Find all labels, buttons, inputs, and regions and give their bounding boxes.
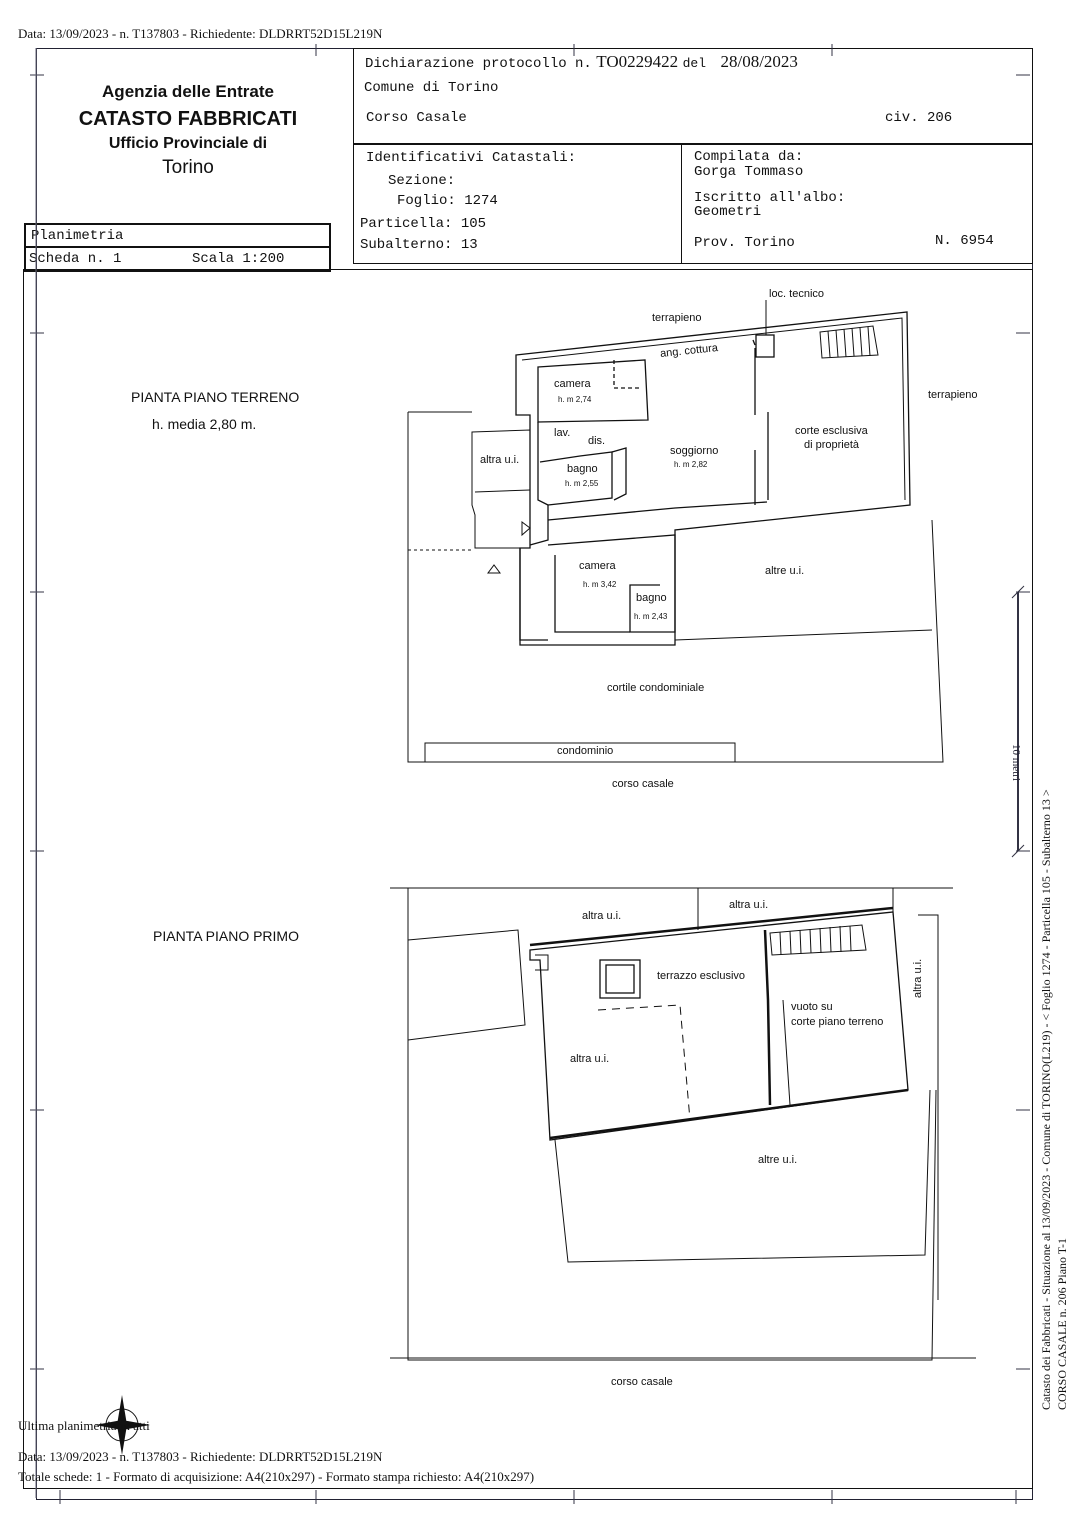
- camera2-height: h. m 3,42: [583, 580, 617, 589]
- terrapieno-right-label: terrapieno: [928, 389, 978, 401]
- comune-label: Comune di Torino: [364, 80, 499, 96]
- primo-stairs: [770, 925, 866, 955]
- altra-ui-left-room: [472, 430, 530, 548]
- numero-label: N. 6954: [935, 233, 994, 249]
- planimetria-label: Planimetria: [31, 228, 124, 244]
- del-label: del: [682, 56, 707, 71]
- condominio-label: condominio: [557, 745, 614, 757]
- primo-site-outline: [408, 888, 936, 1360]
- sezione-label: Sezione:: [388, 173, 456, 189]
- identificativi-title: Identificativi Catastali:: [366, 150, 577, 166]
- terrapieno-top-label: terrapieno: [652, 312, 702, 324]
- altre-ui-terreno-label: altre u.i.: [765, 565, 805, 577]
- protocol-date: 28/08/2023: [720, 52, 798, 71]
- bagno2-height: h. m 2,43: [634, 612, 668, 621]
- primo-title: PIANTA PIANO PRIMO: [153, 928, 299, 944]
- corso-primo-label: corso casale: [611, 1376, 673, 1388]
- catasto-title: CATASTO FABBRICATI: [78, 108, 298, 130]
- agency-name: Agenzia delle Entrate: [102, 82, 274, 101]
- albo-label: Iscritto all'albo:: [694, 190, 846, 206]
- ultima-planimetria: Ultima planimetria in atti: [18, 1418, 150, 1433]
- loc-tecnico-room: [756, 335, 774, 357]
- altra-ui-primo-b: altra u.i.: [729, 899, 769, 911]
- protocol-number: TO0229422: [596, 52, 679, 71]
- altre-ui-primo-label: altre u.i.: [758, 1154, 798, 1166]
- lav-label: lav.: [554, 427, 571, 439]
- terreno-stairs: [820, 326, 878, 358]
- bagno1-height: h. m 2,55: [565, 479, 599, 488]
- ufficio-label: Ufficio Provinciale di: [108, 135, 268, 152]
- bagno2-label: bagno: [636, 592, 667, 604]
- civ-label: civ. 206: [885, 110, 953, 126]
- soggiorno-height: h. m 2,82: [674, 460, 708, 469]
- altra-ui-terreno-label: altra u.i.: [480, 454, 520, 466]
- terreno-height: h. media 2,80 m.: [152, 416, 257, 432]
- dichiarazione-prefix: Dichiarazione protocollo n.: [365, 56, 592, 72]
- corte-label-2: di proprietà: [804, 439, 860, 451]
- terrazzo-label: terrazzo esclusivo: [657, 970, 746, 982]
- particella-label: Particella: 105: [360, 216, 487, 232]
- vuoto-label-2: corte piano terreno: [791, 1016, 884, 1028]
- side-text-line1: Catasto dei Fabbricati - Situazione al 13/09/2023 - Comune di TORINO(L219) - < Foglio 1274 - Particella 105 - Subalterno 13 >: [1039, 789, 1053, 1410]
- altre-ui-primo-outline: [555, 1090, 930, 1262]
- cortile-label: cortile condominiale: [607, 682, 705, 694]
- vuoto-label-1: vuoto su: [791, 1001, 833, 1013]
- altra-ui-primo-left: altra u.i.: [570, 1053, 610, 1065]
- corte-label-1: corte esclusiva: [795, 425, 868, 437]
- scala-label: Scala 1:200: [192, 251, 285, 267]
- footer-data-line: Data: 13/09/2023 - n. T137803 - Richiedente: DLDRRT52D15L219N: [18, 1449, 383, 1464]
- prov-label: Prov. Torino: [694, 235, 795, 251]
- altra-ui-primo-right: altra u.i.: [912, 958, 924, 998]
- bagno1-label: bagno: [567, 463, 598, 475]
- camera1-height: h. m 2,74: [558, 395, 592, 404]
- footer-totale-line: Totale schede: 1 - Formato di acquisizione: A4(210x297) - Formato stampa richiesto: A4(210x297): [18, 1469, 535, 1484]
- side-text-line2: CORSO CASALE n. 206 Piano T-1: [1055, 1237, 1069, 1410]
- compilata-name: Gorga Tommaso: [694, 164, 804, 180]
- camera2-label: camera: [579, 560, 616, 572]
- loc-tecnico-label: loc. tecnico: [769, 288, 825, 300]
- terreno-title: PIANTA PIANO TERRENO: [131, 389, 300, 405]
- scheda-label: Scheda n. 1: [29, 251, 122, 267]
- albo-value: Geometri: [694, 204, 762, 220]
- ang-cottura-label: ang. cottura: [659, 341, 719, 361]
- city-label: Torino: [162, 157, 214, 178]
- camera1-label: camera: [554, 378, 591, 390]
- dis-label: dis.: [588, 435, 606, 447]
- corso-terreno-label: corso casale: [612, 778, 674, 790]
- compilata-title: Compilata da:: [694, 149, 804, 165]
- soggiorno-label: soggiorno: [670, 445, 719, 457]
- altra-ui-primo-a: altra u.i.: [582, 910, 622, 922]
- subalterno-label: Subalterno: 13: [360, 237, 478, 253]
- top-request-line: Data: 13/09/2023 - n. T137803 - Richiedente: DLDRRT52D15L219N: [18, 26, 383, 41]
- street-label: Corso Casale: [366, 110, 467, 126]
- camera1-room: [538, 360, 648, 422]
- scale-bar-label: 10 metri: [1010, 744, 1022, 781]
- foglio-label: Foglio: 1274: [397, 193, 498, 209]
